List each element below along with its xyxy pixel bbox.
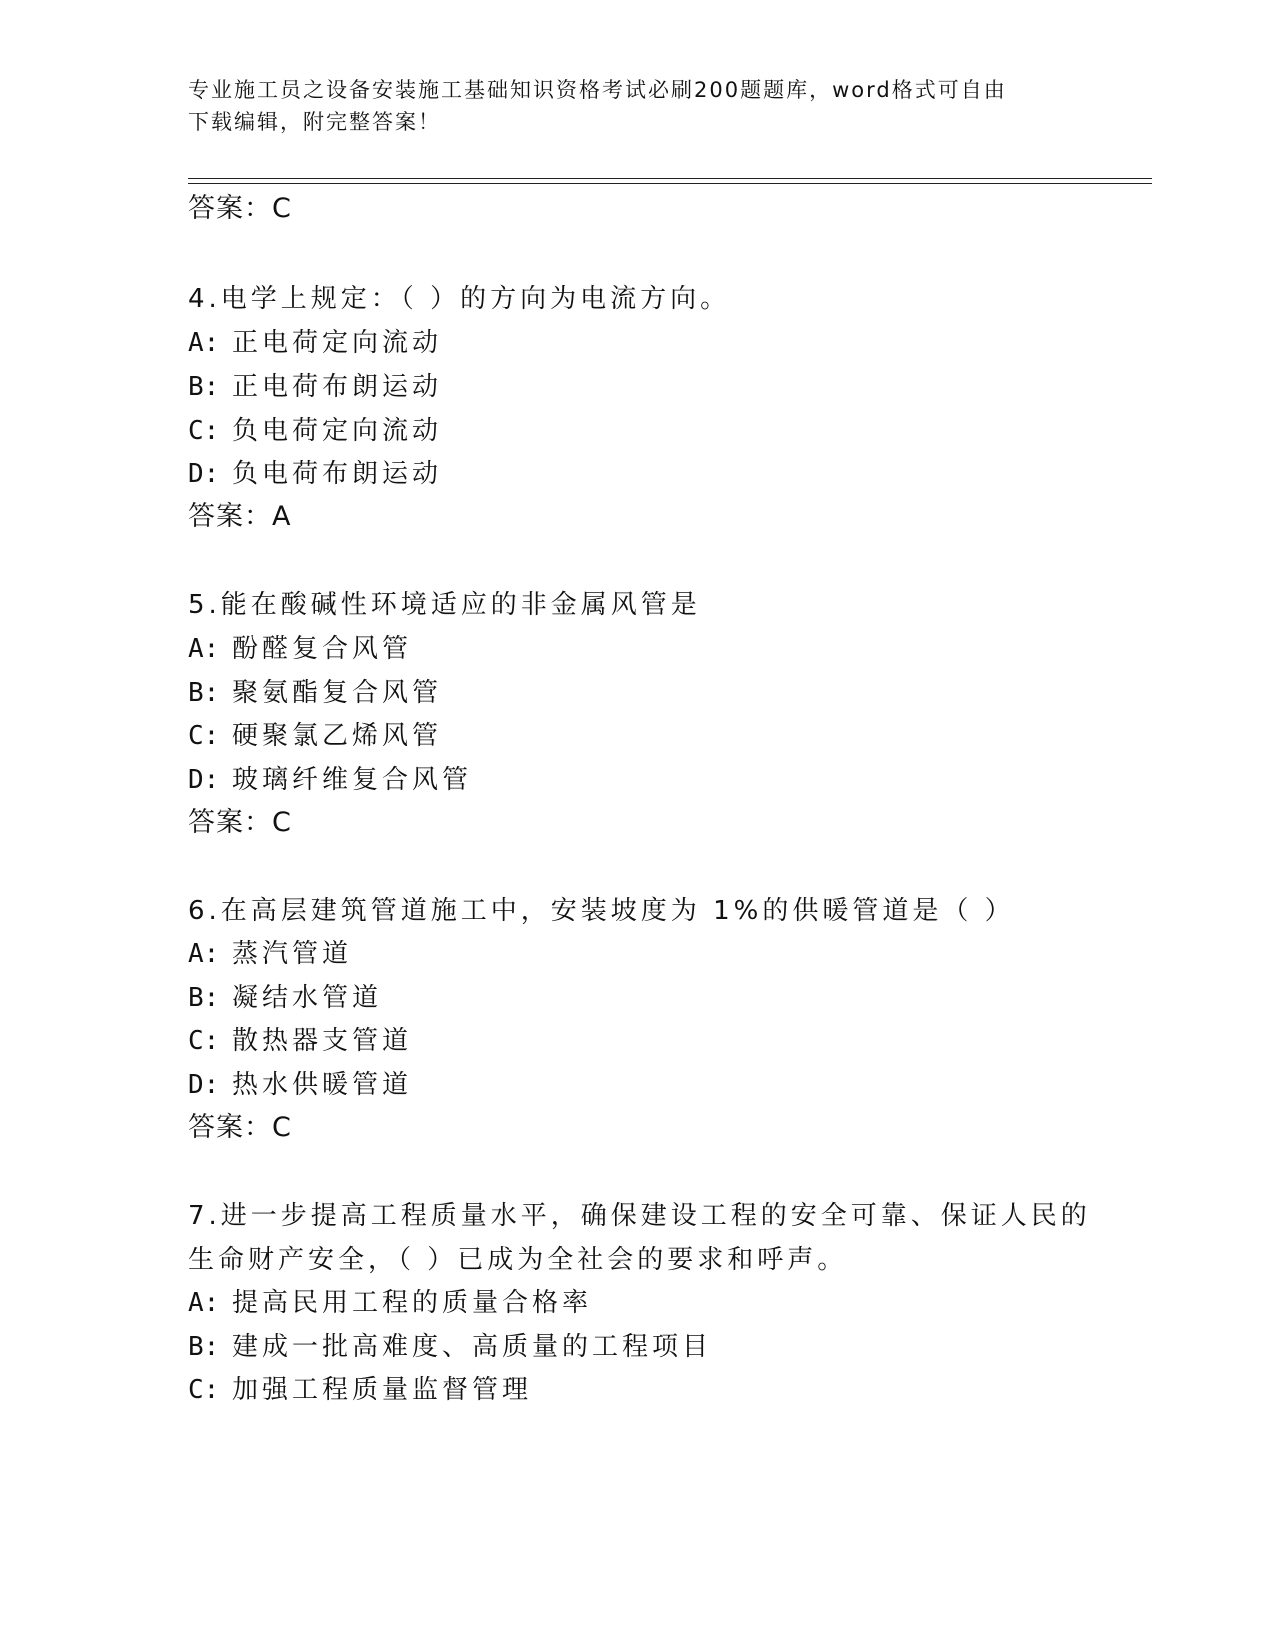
question-5-option-b (188, 676, 442, 710)
option-letter: C: (188, 1026, 220, 1056)
option-text: 提高民用工程的质量合格率 (232, 1288, 593, 1318)
option-text: 建成一批高难度、高质量的工程项目 (232, 1332, 713, 1362)
header-line-1: 专业施工员之设备安装施工基础知识资格考试必刷200题题库，word格式可自由 (188, 78, 1007, 102)
question-6-stem: 6.在高层建筑管道施工中，安装坡度为 1%的供暖管道是（ ） (188, 896, 1015, 926)
option-text: 凝结水管道 (232, 983, 383, 1013)
question-7-option-b (188, 1330, 712, 1364)
question-7-option-a (188, 1286, 592, 1320)
question-6-option-a (188, 937, 352, 971)
option-text: 负电荷布朗运动 (232, 459, 443, 489)
question-4-option-d (188, 457, 442, 491)
document-header (188, 74, 1088, 138)
option-text: 正电荷布朗运动 (232, 372, 443, 402)
option-letter: B: (188, 678, 220, 708)
question-4-stem: 4.电学上规定：（ ）的方向为电流方向。 (188, 284, 731, 314)
option-text: 负电荷定向流动 (232, 416, 443, 446)
question-4-option-c (188, 414, 442, 448)
option-text: 酚醛复合风管 (232, 634, 413, 664)
question-6-option-b (188, 981, 382, 1015)
header-divider-top (188, 178, 1152, 179)
option-letter: D: (188, 1070, 220, 1100)
option-letter: C: (188, 721, 220, 751)
question-4-answer: 答案：A (188, 501, 292, 532)
option-text: 热水供暖管道 (232, 1070, 413, 1100)
option-text: 正电荷定向流动 (232, 328, 443, 358)
question-5-option-d (188, 763, 472, 797)
option-letter: A: (188, 634, 220, 664)
option-letter: A: (188, 1288, 220, 1318)
option-letter: D: (188, 459, 220, 489)
question-7-stem-line-1: 7.进一步提高工程质量水平，确保建设工程的安全可靠、保证人民的 (188, 1201, 1091, 1231)
header-line-2: 下载编辑，附完整答案！ (188, 110, 441, 134)
question-6-option-d (188, 1068, 412, 1102)
option-letter: A: (188, 939, 220, 969)
question-4-option-b (188, 370, 442, 404)
option-letter: C: (188, 1375, 220, 1405)
option-letter: C: (188, 416, 220, 446)
question-4-option-a (188, 326, 442, 360)
question-5-answer: 答案：C (188, 807, 292, 838)
option-text: 硬聚氯乙烯风管 (232, 721, 443, 751)
option-letter: A: (188, 328, 220, 358)
option-text: 聚氨酯复合风管 (232, 678, 443, 708)
question-5-option-c (188, 719, 442, 753)
option-letter: B: (188, 372, 220, 402)
option-text: 散热器支管道 (232, 1026, 413, 1056)
option-letter: B: (188, 1332, 220, 1362)
question-7-stem-line-2: 生命财产安全，（ ）已成为全社会的要求和呼声。 (188, 1245, 848, 1275)
header-divider-bottom (188, 183, 1152, 184)
question-5-stem: 5.能在酸碱性环境适应的非金属风管是 (188, 590, 701, 620)
option-letter: B: (188, 983, 220, 1013)
question-6-option-c (188, 1024, 412, 1058)
question-5-option-a (188, 632, 412, 666)
option-text: 加强工程质量监督管理 (232, 1375, 533, 1405)
option-text: 蒸汽管道 (232, 939, 353, 969)
question-7-option-c (188, 1373, 532, 1407)
answer-previous: 答案：C (188, 193, 292, 224)
question-6-answer: 答案：C (188, 1112, 292, 1143)
option-letter: D: (188, 765, 220, 795)
option-text: 玻璃纤维复合风管 (232, 765, 473, 795)
